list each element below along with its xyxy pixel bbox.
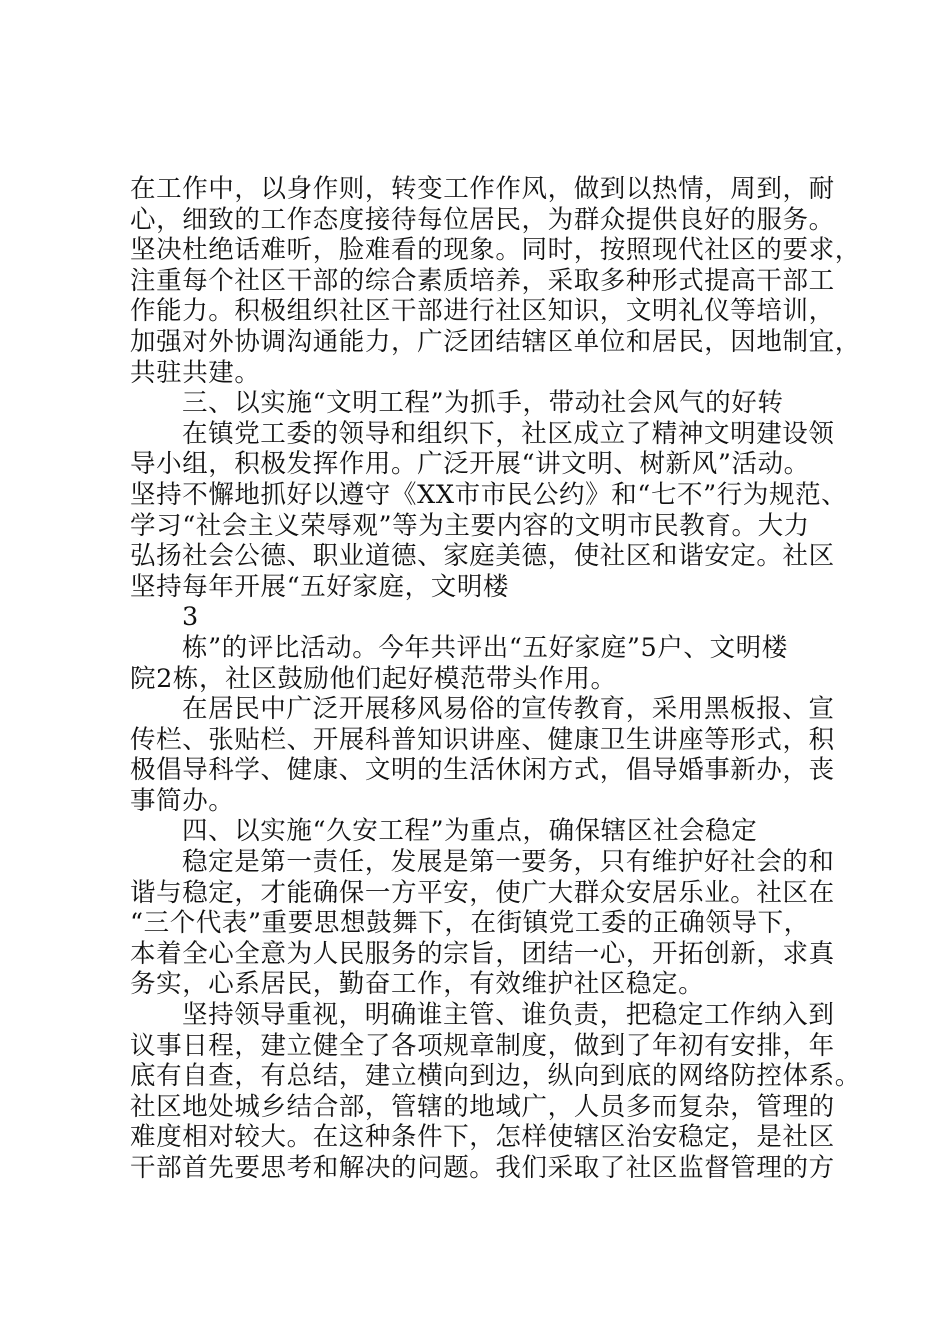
paragraph-line: 弘扬社会公德、职业道德、家庭美德，使社区和谐安定。社区: [130, 541, 835, 572]
paragraph-line: 在镇党工委的领导和组织下，社区成立了精神文明建设领: [182, 418, 835, 449]
paragraph-line: 院2栋，社区鼓励他们起好模范带头作用。: [130, 663, 617, 694]
paragraph-line: 作能力。积极组织社区干部进行社区知识，文明礼仪等培训，: [130, 296, 835, 327]
paragraph-line: 导小组，积极发挥作用。广泛开展“讲文明、树新风”活动。: [130, 449, 810, 480]
paragraph-line: 学习“社会主义荣辱观”等为主要内容的文明市民教育。大力: [130, 510, 810, 541]
paragraph-line: 栋”的评比活动。今年共评出“五好家庭”5户、文明楼: [182, 632, 788, 663]
paragraph-line: 坚决杜绝话难听，脸难看的现象。同时，按照现代社区的要求，: [130, 235, 861, 266]
paragraph-line: 极倡导科学、健康、文明的生活休闲方式，倡导婚事新办，丧: [130, 755, 835, 786]
paragraph-line: “三个代表”重要思想鼓舞下，在街镇党工委的正确领导下，: [130, 908, 810, 939]
paragraph-line: 议事日程，建立健全了各项规章制度，做到了年初有安排，年: [130, 1030, 835, 1061]
paragraph-line: 坚持领导重视，明确谁主管、谁负责，把稳定工作纳入到: [182, 1000, 835, 1031]
paragraph-line: 社区地处城乡结合部，管辖的地域广，人员多而复杂，管理的: [130, 1091, 835, 1122]
section-heading-three: 三、以实施“文明工程”为抓手，带动社会风气的好转: [182, 388, 784, 419]
section-heading-four: 四、以实施“久安工程”为重点，确保辖区社会稳定: [182, 816, 758, 847]
paragraph-line: 难度相对较大。在这种条件下，怎样使辖区治安稳定，是社区: [130, 1122, 835, 1153]
paragraph-line: 共驻共建。: [130, 357, 261, 388]
page-number: 3: [182, 602, 199, 633]
paragraph-line: 事简办。: [130, 785, 235, 816]
paragraph-line: 稳定是第一责任，发展是第一要务，只有维护好社会的和: [182, 847, 835, 878]
paragraph-line: 在居民中广泛开展移风易俗的宣传教育，采用黑板报、宣: [182, 694, 835, 725]
paragraph-line: 底有自查，有总结，建立横向到边，纵向到底的网络防控体系。: [130, 1061, 861, 1092]
paragraph-line: 务实，心系居民，勤奋工作，有效维护社区稳定。: [130, 969, 705, 1000]
paragraph-line: 坚持每年开展“五好家庭，文明楼: [130, 571, 510, 602]
document-body: [130, 174, 861, 1184]
paragraph-line: 加强对外协调沟通能力，广泛团结辖区单位和居民，因地制宜，: [130, 326, 861, 357]
paragraph-line: 在工作中，以身作则，转变工作作风，做到以热情，周到，耐: [130, 174, 835, 204]
paragraph-line: 传栏、张贴栏、开展科普知识讲座、健康卫生讲座等形式，积: [130, 724, 835, 755]
paragraph-line: 坚持不懈地抓好以遵守《XX市市民公约》和“七不”行为规范、: [130, 479, 848, 510]
paragraph-line: 干部首先要思考和解决的问题。我们采取了社区监督管理的方: [130, 1153, 835, 1183]
paragraph-line: 谐与稳定，才能确保一方平安，使广大群众安居乐业。社区在: [130, 877, 835, 908]
paragraph-line: 本着全心全意为人民服务的宗旨，团结一心，开拓创新，求真: [130, 938, 835, 969]
paragraph-line: 心，细致的工作态度接待每位居民，为群众提供良好的服务。: [130, 204, 835, 235]
paragraph-line: 注重每个社区干部的综合素质培养，采取多种形式提高干部工: [130, 265, 835, 296]
